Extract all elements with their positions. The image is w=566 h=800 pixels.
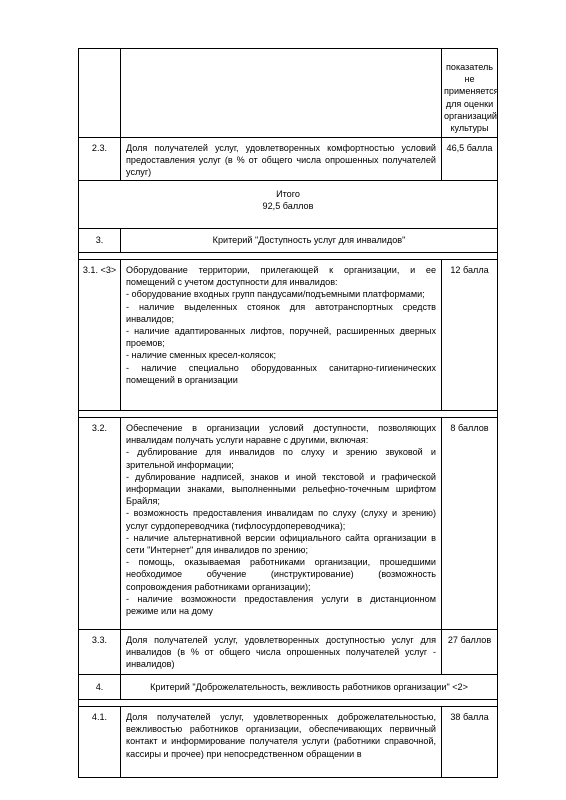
score-cell: 38 балла xyxy=(442,707,498,778)
row-number: 2.3. xyxy=(79,138,121,181)
row-number: 3.2. xyxy=(79,418,121,630)
list-item: - дублирование надписей, знаков и иной текстовой и графической информации знаками, выполненными рельефно-точечным шрифтом Брайля; xyxy=(126,471,436,507)
row-number: 3.3. xyxy=(79,630,121,675)
total-row xyxy=(79,181,498,229)
score-cell: 12 балла xyxy=(442,260,498,411)
row-description: Доля получателей услуг, удовлетворенных доброжелательностью, вежливостью работников организации, обеспечивающих первичный контакт и информирование получателя услуги (работники справочной, кассиры и прочее) при непосредственном обращении в xyxy=(121,707,442,778)
list-item: - наличие выделенных стоянок для автотранспортных средств инвалидов; xyxy=(126,301,436,324)
row-number: 4.1. xyxy=(79,707,121,778)
criterion-title: Критерий "Доступность услуг для инвалидов" xyxy=(121,229,498,253)
table-row xyxy=(79,675,498,700)
score-cell: 46,5 балла xyxy=(442,138,498,181)
list-item: - наличие возможности предоставления услуги в дистанционном режиме или на дому xyxy=(126,593,436,617)
row-description: Доля получателей услуг, удовлетворенных комфортностью условий предоставления услуг (в % от общего числа опрошенных получателей услуг) xyxy=(121,138,442,181)
criteria-table xyxy=(78,48,498,778)
total-value: 92,5 баллов xyxy=(262,201,314,212)
table-row xyxy=(79,138,498,181)
table-row xyxy=(79,418,498,630)
list-item: - помощь, оказываемая работниками организации, прошедшими необходимое обучение (инструктирование) (возможность сопровождения работниками организации); xyxy=(126,557,436,592)
list-item: Обеспечение в организации условий доступности, позволяющих инвалидам получать услуги наравне с другими, включая: xyxy=(126,423,436,446)
criterion-title: Критерий "Доброжелательность, вежливость работников организации" <2> xyxy=(121,675,498,700)
table-row xyxy=(79,707,498,778)
list-item: - наличие альтернативной версии официального сайта организации в сети "Интернет" для инвалидов по зрению; xyxy=(126,532,436,556)
total-label: Итого xyxy=(276,189,300,199)
list-item: - возможность предоставления инвалидам по слуху (слуху и зрению) услуг сурдопереводчика (тифлосурдопереводчика); xyxy=(126,508,436,531)
row-number: 3. xyxy=(79,229,121,253)
score-cell: 27 баллов xyxy=(442,630,498,675)
row-description xyxy=(121,260,442,411)
table-row xyxy=(79,630,498,675)
table-row xyxy=(79,260,498,411)
table-row xyxy=(79,49,498,138)
row-description: Доля получателей услуг, удовлетворенных доступностью услуг для инвалидов (в % от общего числа опрошенных получателей услуг - инвалидов) xyxy=(121,630,442,675)
list-item: - наличие сменных кресел-колясок; xyxy=(126,350,277,361)
list-item: - наличие специально оборудованных санитарно-гигиенических помещений в организации xyxy=(126,362,436,385)
score-cell: 8 баллов xyxy=(442,418,498,630)
score-cell: показатель не применяется для оценки организаций культуры xyxy=(442,49,498,138)
list-item: - оборудование входных групп пандусами/подъемными платформами; xyxy=(126,289,425,300)
row-description xyxy=(121,418,442,630)
row-number: 3.1. <3> xyxy=(79,260,121,411)
table-row xyxy=(79,229,498,253)
list-item: - дублирование для инвалидов по слуху и зрению звуковой и зрительной информации; xyxy=(126,447,436,470)
list-item: Оборудование территории, прилегающей к организации, и ее помещений с учетом доступности для инвалидов: xyxy=(126,265,436,288)
list-item: - наличие адаптированных лифтов, поручней, расширенных дверных проемов; xyxy=(126,326,436,349)
row-number: 4. xyxy=(79,675,121,700)
